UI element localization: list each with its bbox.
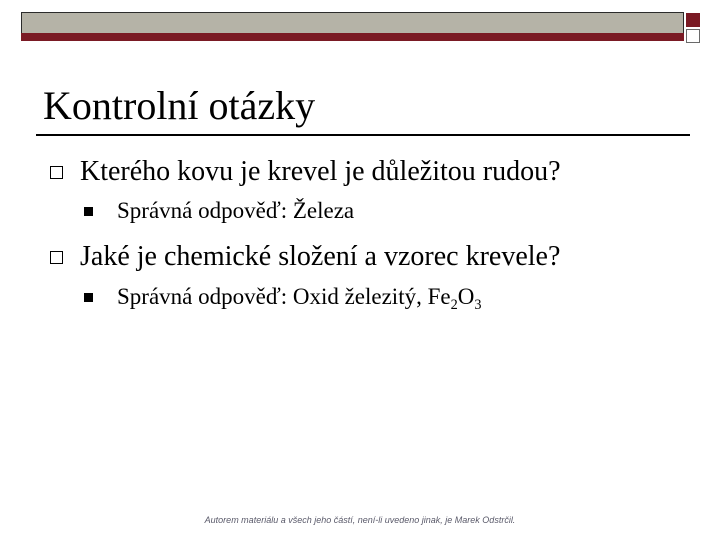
answer-1: Správná odpověď: Železa: [117, 198, 355, 223]
answer-2: [117, 283, 481, 311]
title-underline: [36, 134, 690, 136]
answer-2-text: Správná odpověď: Oxid železitý, Fe: [117, 284, 451, 309]
decor-square-outline: [686, 29, 700, 43]
answer-2-subscript-3: 3: [474, 296, 482, 313]
decor-square-filled: [686, 13, 700, 27]
top-decor-stripe: [21, 33, 684, 41]
answer-2-oxygen: O: [457, 284, 475, 309]
filled-square-bullet-icon: [84, 293, 93, 302]
slide-title: Kontrolní otázky: [43, 83, 316, 128]
hollow-square-bullet-icon: [50, 251, 63, 264]
hollow-square-bullet-icon: [50, 166, 63, 179]
question-2: Jaké je chemické složení a vzorec krevele?: [80, 241, 561, 272]
footer-credit: Autorem materiálu a všech jeho částí, není-li uvedeno jinak, je Marek Odstrčil.: [204, 515, 516, 525]
question-1: Kterého kovu je krevel je důležitou rudou?: [80, 156, 561, 187]
answer-2-subscript-2: 2: [450, 296, 458, 313]
filled-square-bullet-icon: [84, 207, 93, 216]
